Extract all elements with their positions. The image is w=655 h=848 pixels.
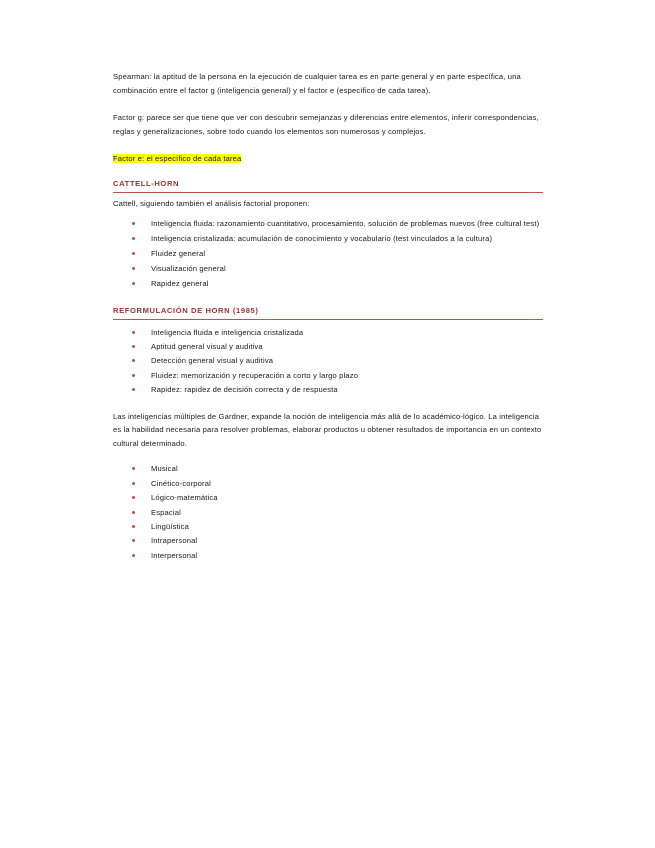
bullet-icon [132, 554, 135, 557]
bullet-icon [132, 252, 135, 255]
cattell-horn-heading: CATTELL-HORN [113, 178, 543, 193]
bullet-icon [132, 525, 135, 528]
bullet-icon [132, 496, 135, 499]
list-item: Lógico-matemática [113, 491, 543, 505]
factor-g-paragraph: Factor g: parece ser que tiene que ver con descubrir semejanzas y diferencias entre elementos, inferir correspondencias, reglas y generalizaciones, sobre todo cuando los elementos son numerosos y complejos. [113, 113, 539, 136]
highlighted-text: Factor e: el específico de cada tarea [113, 154, 242, 164]
list-item: Inteligencia cristalizada: acumulación de conocimiento y vocabulario (test vinculados a la cultura) [113, 232, 543, 246]
list-item: Inteligencia fluida e inteligencia cristalizada [113, 326, 543, 340]
list-item: Inteligencia fluida: razonamiento cuantitativo, procesamiento, solución de problemas nuevos (free cultural test) [113, 217, 543, 231]
list-item: Fluidez: memorización y recuperación a corto y largo plazo [113, 369, 543, 383]
factor-e-paragraph [113, 152, 543, 166]
bullet-icon [132, 282, 135, 285]
list-item: Intrapersonal [113, 534, 543, 548]
list-item: Cinético-corporal [113, 477, 543, 491]
bullet-icon [132, 267, 135, 270]
list-item: Rapidez: rapidez de decisión correcta y de respuesta [113, 383, 543, 397]
bullet-icon [132, 374, 135, 377]
bullet-icon [132, 511, 135, 514]
gardner-list [113, 462, 543, 563]
bullet-icon [132, 482, 135, 485]
bullet-icon [132, 331, 135, 334]
horn-list [113, 326, 543, 398]
list-item: Detección general visual y auditiva [113, 354, 543, 368]
horn-heading: REFORMULACIÓN DE HORN (1985) [113, 305, 543, 320]
list-item: Fluidez general [113, 247, 543, 261]
list-item: Rapidez general [113, 277, 543, 291]
gardner-paragraph: Las inteligencias múltiples de Gardner, expande la noción de inteligencia más allá de lo académico-lógico. La inteligencia es la habilidad necesaria para resolver problemas, elaborar productos u obtener resultados de importancia en un contexto cultural determinado. [113, 411, 542, 448]
bullet-icon [132, 222, 135, 225]
bullet-icon [132, 539, 135, 542]
list-item: Espacial [113, 506, 543, 520]
cattell-list [113, 217, 543, 291]
bullet-icon [132, 359, 135, 362]
list-item: Lingüística [113, 520, 543, 534]
list-item: Visualización general [113, 262, 543, 276]
list-item: Interpersonal [113, 549, 543, 563]
spearman-paragraph: Spearman: la aptitud de la persona en la ejecución de cualquier tarea es en parte general y en parte específica, una combinación entre el factor g (inteligencia general) y el factor e (específico de cada tarea). [113, 72, 521, 95]
bullet-icon [132, 345, 135, 348]
document-body [113, 70, 543, 563]
bullet-icon [132, 467, 135, 470]
bullet-icon [132, 388, 135, 391]
list-item: Musical [113, 462, 543, 476]
bullet-icon [132, 237, 135, 240]
list-item: Aptitud general visual y auditiva [113, 340, 543, 354]
cattell-intro: Cattell, siguiendo también el análisis factorial proponen: [113, 198, 310, 208]
